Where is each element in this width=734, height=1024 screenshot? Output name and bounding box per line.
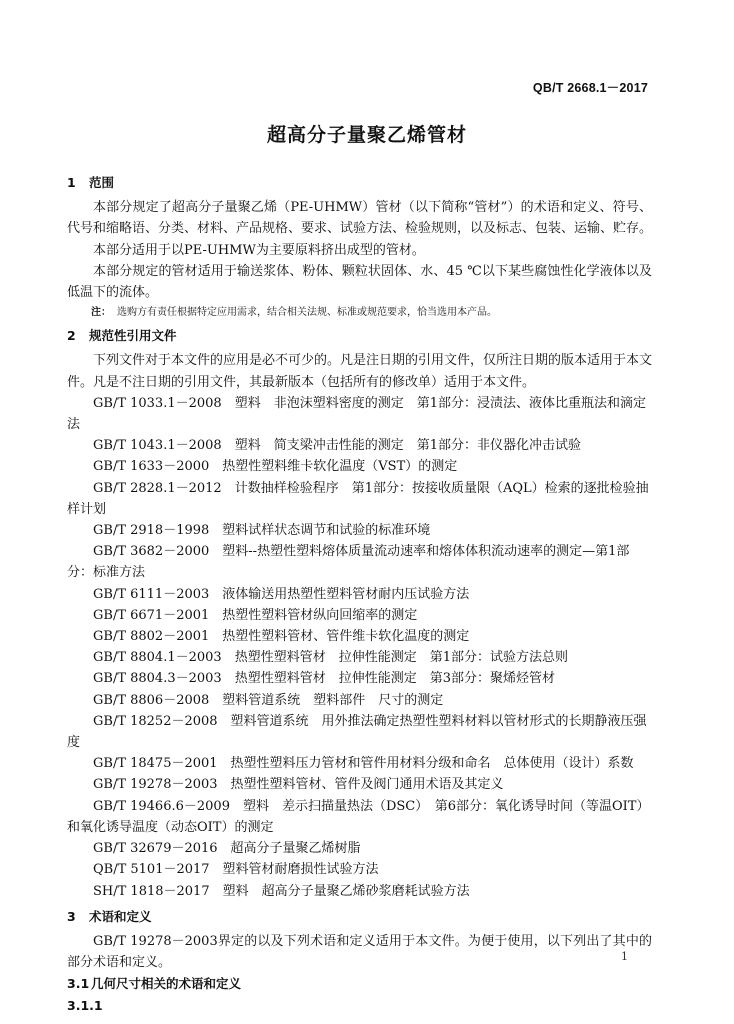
page-number: 1 — [621, 950, 628, 963]
reference-item: GB/T 18252－2008 塑料管道系统 用外推法确定热塑性塑料材料以管材形式的长期静液压强度 — [67, 713, 647, 751]
reference-item: GB/T 8804.1－2003 热塑性塑料管材 拉伸性能测定 第1部分：试验方法总则 — [93, 650, 568, 666]
scope-note — [91, 305, 652, 321]
document-body — [67, 172, 652, 1016]
reference-item: GB/T 1033.1－2008 塑料 非泡沫塑料密度的测定 第1部分：浸渍法、液体比重瓶法和滴定法 — [67, 395, 646, 433]
terms-intro: GB/T 19278－2003界定的以及下列术语和定义适用于本文件。为便于使用，以下列出了其中的部分术语和定义。 — [67, 933, 652, 971]
subsection-3-1-1-number: 3.1.1 — [67, 997, 103, 1013]
note-label: 注： — [91, 307, 111, 319]
subsection-number: 3.1 — [67, 976, 90, 992]
reference-item: GB/T 19278－2003 热塑性塑料管材、管件及阀门通用术语及其定义 — [93, 777, 504, 793]
section-number: 3 — [67, 908, 76, 924]
section-title: 范围 — [89, 175, 115, 190]
reference-item: SH/T 1818－2017 塑料 超高分子量聚乙烯砂浆磨耗试验方法 — [93, 883, 470, 899]
reference-item: GB/T 2918－1998 塑料试样状态调节和试验的标准环境 — [93, 523, 431, 539]
reference-item: GB/T 2828.1－2012 计数抽样检验程序 第1部分：按接收质量限（AQL）检索的逐批检验抽样计划 — [67, 480, 649, 517]
section-2-heading — [67, 325, 652, 346]
reference-item: GB/T 3682－2000 塑料--热塑性塑料熔体质量流动速率和熔体体积流动速率的测定—第1部分：标准方法 — [67, 544, 630, 581]
section-title: 规范性引用文件 — [89, 328, 177, 344]
reference-item: GB/T 18475－2001 热塑性塑料压力管材和管件用材料分级和命名 总体使用（设计）系数 — [93, 756, 634, 772]
document-title: 超高分子量聚乙烯管材 — [266, 124, 467, 146]
reference-item: QB/T 5101－2017 塑料管材耐磨损性试验方法 — [93, 862, 379, 878]
note-text: 选购方有责任根据特定应用需求，结合相关法规、标准或规范要求，恰当选用本产品。 — [117, 307, 497, 319]
standard-code: QB/T 2668.1－2017 — [532, 81, 648, 95]
subsection-title: 几何尺寸相关的术语和定义 — [91, 976, 242, 992]
section-1-heading — [67, 172, 652, 193]
reference-item: GB/T 1633－2000 热塑性塑料维卡软化温度（VST）的测定 — [93, 459, 458, 475]
reference-item: GB/T 19466.6－2009 塑料 差示扫描量热法（DSC） 第6部分：氧化诱导时间（等温OIT）和氧化诱导温度（动态OIT）的测定 — [67, 798, 650, 835]
subsection-3-1-heading — [67, 973, 652, 994]
reference-item: GB/T 8802－2001 热塑性塑料管材、管件维卡软化温度的测定 — [93, 629, 470, 645]
references-intro: 下列文件对于本文件的应用是必不可少的。凡是注日期的引用文件，仅所注日期的版本适用于本文件。凡是不注日期的引用文件，其最新版本（包括所有的修改单）适用于本文件。 — [67, 353, 653, 390]
reference-item: GB/T 6111－2003 液体输送用热塑性塑料管材耐内压试验方法 — [93, 586, 470, 602]
reference-item: GB/T 8804.3－2003 热塑性塑料管材 拉伸性能测定 第3部分：聚烯烃管材 — [93, 671, 555, 687]
reference-item: GB/T 6671－2001 热塑性塑料管材纵向回缩率的测定 — [93, 607, 418, 623]
section-3-heading — [67, 906, 652, 927]
reference-item: GB/T 8806－2008 塑料管道系统 塑料部件 尺寸的测定 — [93, 692, 444, 708]
reference-item: GB/T 32679－2016 超高分子量聚乙烯树脂 — [93, 841, 361, 857]
scope-paragraph: 本部分规定了超高分子量聚乙烯（PE-UHMW）管材（以下简称“管材”）的术语和定义、符号、代号和缩略语、分类、材料、产品规格、要求、试验方法、检验规则，以及标志、包装、运输、贮存。 — [67, 200, 653, 237]
reference-item: GB/T 1043.1－2008 塑料 简支梁冲击性能的测定 第1部分：非仪器化冲击试验 — [93, 438, 581, 454]
section-number: 2 — [67, 328, 76, 344]
section-number: 1 — [67, 175, 76, 190]
section-title: 术语和定义 — [89, 908, 152, 924]
scope-paragraph: 本部分适用于以PE-UHMW为主要原料挤出成型的管材。 — [93, 242, 425, 258]
scope-paragraph: 本部分规定的管材适用于输送浆体、粉体、颗粒状固体、水、45 ℃以下某些腐蚀性化学液体以及低温下的流体。 — [67, 263, 652, 301]
